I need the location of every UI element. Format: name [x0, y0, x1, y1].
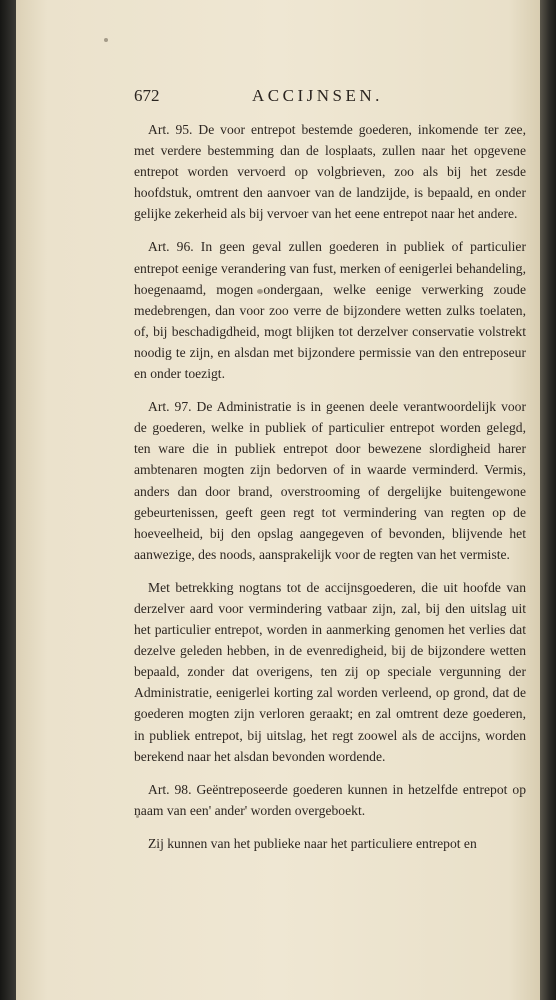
article-97-paragraph: Art. 97. De Administratie is in geenen deele verantwoordelijk voor de goederen, welke in publiek of particulier entrepot worden gelegd, ten ware die in publiek entrepot door bewezene slordigheid harer ambtenaren mogten zijn bedorven of in waarde verminderd. Vermis, anders dan door brand, overstrooming of dergelijke buitengewone gebeurtenissen, geeft geen regt tot vermindering van regten op de hoeveelheid, bij den opslag aangegeven of bevonden, blijvende het aanwezige, des noods, aansprakelijk voor de regten van het vermiste.: [134, 399, 526, 562]
article-97-continuation-paragraph: Met betrekking nogtans tot de accijnsgoederen, die uit hoofde van derzelver aard voor vermindering vatbaar zijn, zal, bij den uitslag uit het particulier entrepot, worden in aanmerking genomen het verlies dat dezelve geleden hebben, in de evenredigheid, bij de bijzondere wetten bepaald, zonder dat overigens, ten zij op speciale vergunning der Administratie, eenigerlei korting zal worden verleend, op grond, dat de goederen mogten zijn verloren geraakt; en zal omtrent deze goederen, in publiek entrepot, bij uitslag, het regt zoowel als de accijns, worden berekend naar het alsdan bevonden wordende.: [134, 579, 526, 764]
running-title: ACCIJNSEN.: [252, 86, 383, 105]
article-98-paragraph: Art. 98. Geëntreposeerde goederen kunnen in hetzelfde entrepot op naam van een' ander' worden overgeboekt.: [134, 781, 526, 818]
article-96-paragraph: Art. 96. In geen geval zullen goederen in publiek of particulier entrepot eenige verandering van fust, merken of eenigerlei behandeling, hoegenaamd, mogen ondergaan, welke eenige verwerking zoude medebrengen, dan voor zoo verre de bijzondere wetten zulks toelaten, of, bij beschadigdheid, mogt blijken tot derzelver conservatie volstrekt noodig te zijn, en alsdan met bijzondere permissie van den entreposeur en onder toezigt.: [134, 239, 526, 382]
book-edge-right: [540, 0, 556, 1000]
page-number: 672: [134, 86, 160, 105]
article-98-continuation-paragraph: Zij kunnen van het publieke naar het particuliere entrepot en: [148, 835, 477, 851]
book-gutter-left: [0, 0, 16, 1000]
article-95-paragraph: Art. 95. De voor entrepot bestemde goederen, inkomende ter zee, met verdere bestemming dan de losplaats, zullen naar het opgevene entrepot worden vervoerd op volgbrieven, zoo als bij het zesde hoofdstuk, omtrent den aanvoer van de landzijde, is bepaald, en onder gelijke zekerheid als bij vervoer van het eene entrepot naar het andere.: [134, 122, 526, 222]
page-body: [134, 119, 526, 854]
page-header: [134, 86, 528, 108]
ink-spot: [104, 38, 108, 42]
